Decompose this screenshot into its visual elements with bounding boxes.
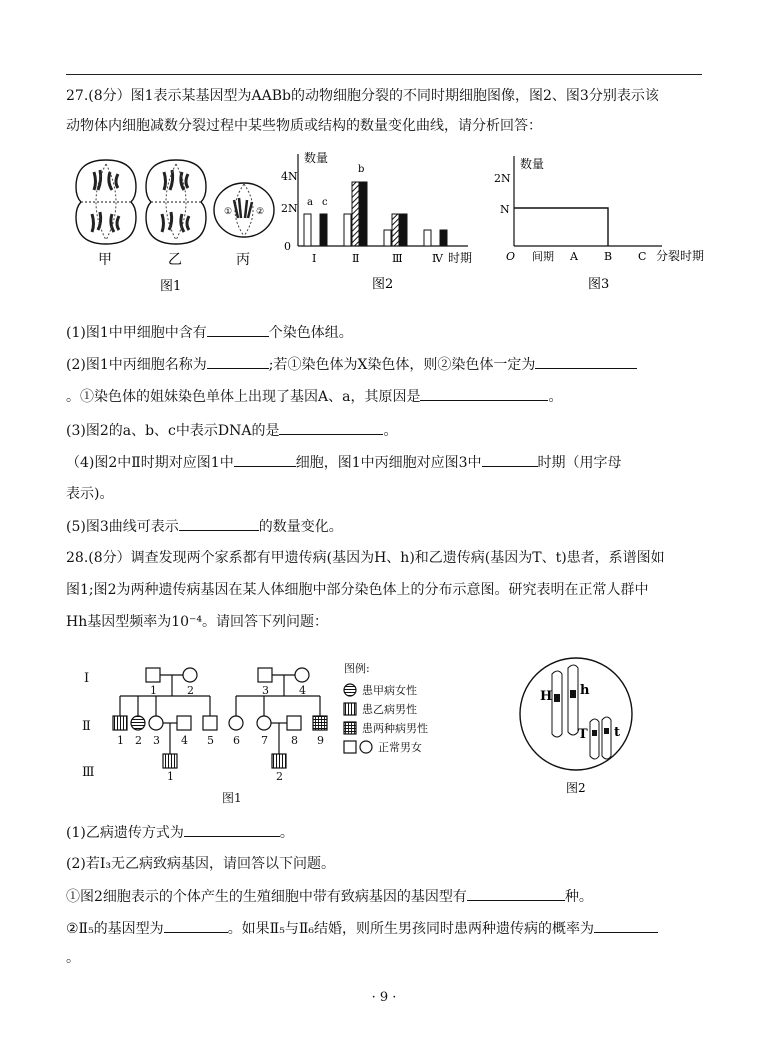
- fig2-bar-c-2: [360, 182, 367, 246]
- legend-item-1: 患甲病女性: [362, 684, 417, 697]
- fig2-category-label: Ⅲ: [392, 252, 403, 265]
- fig3-xtick-c: C: [638, 250, 647, 263]
- legend-title: 图例:: [344, 662, 370, 675]
- q27-sub2-cont: 。①染色体的姐妹染色单体上出现了基因A、a，其原因是 。: [66, 386, 562, 407]
- ped-II-8: 8: [291, 734, 298, 747]
- q27-figure3-chart: [492, 150, 716, 290]
- ped-III-1: 1: [167, 770, 174, 783]
- chromosome-t: [602, 717, 611, 759]
- ped-III-2: 2: [276, 770, 283, 783]
- q27-stem-line1: 27.(8分）图1表示某基因型为AABb的动物细胞分裂的不同时期细胞图像，图2、图3分别表示该: [66, 88, 659, 104]
- fig1-label-yi: 乙: [168, 252, 182, 268]
- fig3-curve: [514, 208, 608, 246]
- fig3-caption: 图3: [588, 277, 610, 290]
- fig2-xlabel: 时期: [448, 251, 473, 265]
- answer-blank[interactable]: [279, 420, 383, 435]
- answer-blank[interactable]: [467, 886, 565, 901]
- ped-II-4: 4: [181, 734, 188, 747]
- legend-item-4: 正常男女: [378, 741, 422, 754]
- fig2-category-label: Ⅳ: [432, 252, 443, 265]
- answer-blank[interactable]: [164, 918, 228, 933]
- ped-II-9: 9: [317, 734, 324, 747]
- gene-H: H: [540, 689, 553, 704]
- fig2-bar-b-2: [352, 182, 359, 246]
- fig2-bar-a-4: [424, 230, 431, 246]
- fig3-ylabel: 数量: [520, 157, 545, 171]
- ped-I-1: 1: [150, 684, 157, 697]
- fig3-xtick-a: A: [570, 250, 578, 263]
- q28-stem-line3: Hh基因型频率为10⁻⁴。请回答下列问题：: [66, 614, 329, 630]
- cell-bing: [214, 183, 274, 237]
- fig1-label-bing: 丙: [236, 252, 250, 268]
- fig2-bar-a-2: [344, 214, 351, 246]
- answer-blank[interactable]: [482, 452, 538, 467]
- ped-II-1: 1: [117, 734, 124, 747]
- fig2-category-label: Ⅰ: [312, 252, 317, 265]
- fig1-marker-1: ①: [224, 207, 233, 217]
- gene-T: T: [578, 727, 588, 742]
- answer-blank[interactable]: [420, 386, 548, 401]
- fig2-bar-c-4: [440, 230, 447, 246]
- q27-sub5: (5)图3曲线可表示 的数量变化。: [66, 516, 343, 537]
- fig2-bar-a-1: [304, 214, 311, 246]
- q28-figure2: [512, 650, 652, 800]
- fig3-xtick-o: O: [506, 250, 516, 263]
- answer-blank[interactable]: [234, 452, 296, 467]
- cell-yi: [146, 160, 206, 244]
- fig2-bar-c-3: [400, 214, 407, 246]
- q28-sub2: (2)若I₃无乙病致病基因，请回答以下问题。: [66, 856, 335, 872]
- pedigree-caption: 图1: [222, 791, 242, 805]
- fig2-bar-b-3: [392, 214, 399, 246]
- ped-I-2: 2: [187, 684, 194, 697]
- fig2-ytick-0: 0: [284, 240, 291, 253]
- gen-label-III: Ⅲ: [82, 765, 95, 780]
- chromosome-H: [552, 671, 562, 737]
- q28-sub2-2-end: 。: [66, 950, 80, 966]
- fig3-ytick-n: N: [500, 203, 510, 216]
- q28-sub1: (1)乙病遗传方式为 。: [66, 822, 294, 843]
- q27-figure1: [66, 152, 278, 292]
- fig2-bar-a-3: [384, 230, 391, 246]
- fig2-bar-c-1: [320, 214, 327, 246]
- q28-stem-line1: 28.(8分）调查发现两个家系都有甲遗传病(基因为H、h)和乙遗传病(基因为T、t)患者，系谱图如: [66, 550, 665, 566]
- chromosome-T: [590, 719, 599, 759]
- ped-II-5: 5: [207, 734, 214, 747]
- gene-t: t: [614, 725, 621, 740]
- q27-figure2-chart: [280, 150, 480, 290]
- answer-blank[interactable]: [594, 918, 658, 933]
- fig2-ytick-2n: 2N: [281, 202, 298, 215]
- legend-item-3: 患两种病男性: [362, 722, 428, 735]
- cell-jia: [76, 160, 136, 244]
- page-number: · 9 ·: [371, 990, 397, 1005]
- fig2-q28-caption: 图2: [566, 781, 586, 795]
- fig2-series-label-c: c: [322, 197, 328, 208]
- q27-sub4-cont: 表示)。: [66, 486, 114, 502]
- q28-pedigree: [80, 658, 440, 808]
- answer-blank[interactable]: [179, 516, 259, 531]
- ped-II-3: 3: [153, 734, 160, 747]
- header-rule: [66, 74, 702, 75]
- q28-sub2-2: ②Ⅱ₅的基因型为 。如果Ⅱ₅与Ⅱ₆结婚，则所生男孩同时患两种遗传病的概率为: [66, 918, 658, 939]
- q27-sub1: (1)图1中甲细胞中含有 个染色体组。: [66, 322, 353, 343]
- answer-blank[interactable]: [207, 354, 269, 369]
- q27-sub2: (2)图1中丙细胞名称为 ;若①染色体为X染色体，则②染色体一定为: [66, 354, 637, 375]
- fig1-marker-2: ②: [256, 207, 265, 217]
- q28-sub2-1: ①图2细胞表示的个体产生的生殖细胞中带有致病基因的基因型有 种。: [66, 886, 593, 907]
- fig2-series-label-a: a: [307, 197, 313, 208]
- ped-II-2: 2: [135, 734, 142, 747]
- q27-stem-line2: 动物体内细胞减数分裂过程中某些物质或结构的数量变化曲线，请分析回答：: [66, 118, 542, 134]
- q27-sub4: （4)图2中Ⅱ时期对应图1中 细胞，图1中丙细胞对应图3中 时期（用字母: [66, 452, 622, 473]
- q28-stem-line2: 图1;图2为两种遗传病基因在某人体细胞中部分染色体上的分布示意图。研究表明在正常人群中: [66, 582, 649, 598]
- fig1-caption: 图1: [160, 279, 182, 292]
- legend-item-2: 患乙病男性: [362, 703, 417, 716]
- fig3-xtick-b: B: [604, 250, 613, 263]
- answer-blank[interactable]: [207, 322, 269, 337]
- gen-label-II: Ⅱ: [82, 719, 91, 734]
- gene-h: h: [580, 683, 590, 698]
- fig2-category-label: Ⅱ: [352, 252, 360, 265]
- ped-II-6: 6: [233, 734, 240, 747]
- answer-blank[interactable]: [184, 822, 280, 837]
- fig2-ytick-4n: 4N: [281, 170, 298, 183]
- fig2-caption: 图2: [372, 277, 394, 290]
- fig1-label-jia: 甲: [98, 252, 112, 268]
- fig3-ytick-2n: 2N: [494, 172, 511, 185]
- fig2-ylabel: 数量: [304, 151, 329, 165]
- q27-sub3: (3)图2的a、b、c中表示DNA的是 。: [66, 420, 397, 441]
- ped-II-7: 7: [261, 734, 268, 747]
- fig3-xtick-interphase: 间期: [532, 250, 554, 263]
- ped-I-4: 4: [299, 684, 306, 697]
- chromosome-h: [568, 665, 578, 735]
- answer-blank[interactable]: [535, 354, 637, 369]
- ped-I-3: 3: [262, 684, 269, 697]
- fig2-series-label-b: b: [358, 164, 365, 175]
- gen-label-I: Ⅰ: [84, 671, 90, 686]
- fig3-xlabel: 分裂时期: [656, 249, 705, 263]
